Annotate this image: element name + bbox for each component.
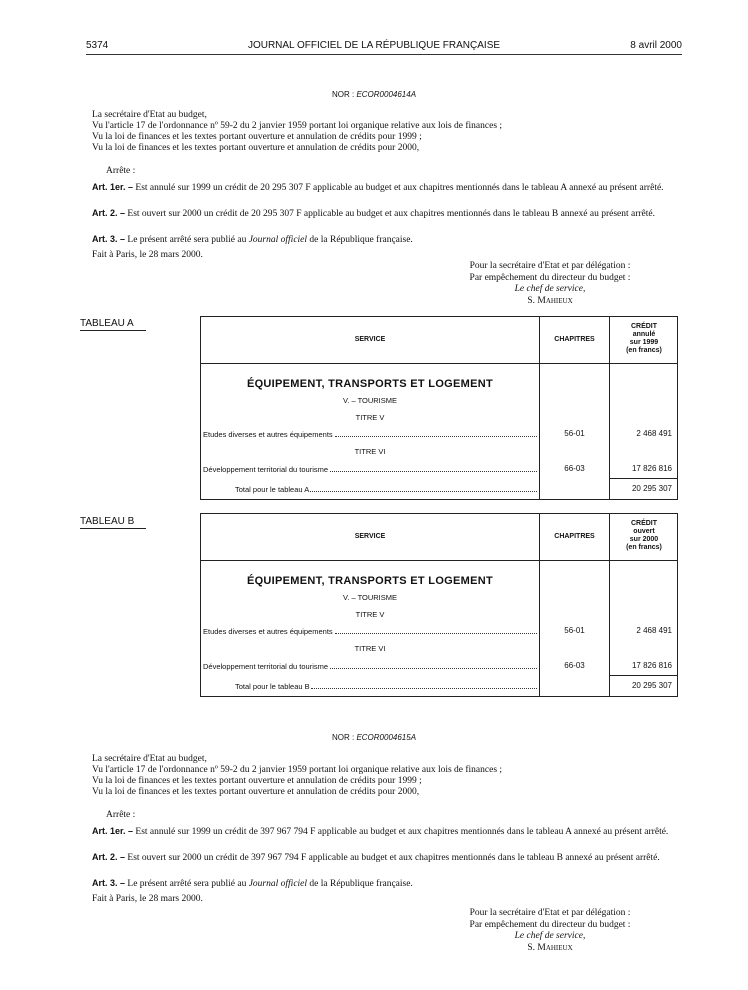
nor-reference: NOR : ECOR0004614A bbox=[331, 90, 417, 99]
table-row-label bbox=[203, 626, 537, 636]
column-header-credit bbox=[610, 520, 678, 552]
article-text: de la République française. bbox=[307, 879, 413, 889]
preamble-line: Vu l'article 17 de l'ordonnance nº 59-2 du 2 janvier 1959 portant loi organique relative aux lois de finances ; bbox=[92, 765, 503, 775]
article-label: Art. 1er. – bbox=[92, 826, 134, 836]
journal-title: JOURNAL OFFICIEL DE LA RÉPUBLIQUE FRANÇAISE bbox=[247, 40, 501, 51]
preamble bbox=[92, 110, 682, 154]
chapter-number: 56-01 bbox=[564, 626, 585, 635]
chapter-number: 66-03 bbox=[564, 661, 585, 670]
table-label: TABLEAU B bbox=[80, 516, 146, 529]
total-amount: 20 295 307 bbox=[631, 681, 672, 690]
article-label: Art. 2. – bbox=[92, 208, 126, 218]
section-heading: V. – TOURISME bbox=[342, 396, 398, 405]
header-line: sur 2000 bbox=[629, 536, 659, 543]
article-label: Art. 2. – bbox=[92, 852, 126, 862]
column-header-service: SERVICE bbox=[354, 533, 386, 540]
column-header-chapitres: CHAPITRES bbox=[554, 336, 595, 343]
signatory-name: S. Mahieux bbox=[527, 942, 573, 953]
preamble-line: Vu la loi de finances et les textes portant ouverture et annulation de crédits pour 2000, bbox=[92, 143, 420, 153]
titre-heading: TITRE V bbox=[355, 413, 385, 422]
total-row-label bbox=[235, 484, 537, 494]
signature-line: Par empêchement du directeur du budget : bbox=[469, 272, 631, 283]
table-label: TABLEAU A bbox=[80, 318, 146, 331]
article-label: Art. 1er. – bbox=[92, 182, 134, 192]
journal-name: Journal officiel bbox=[248, 235, 308, 245]
page-number: 5374 bbox=[86, 40, 109, 51]
article-2 bbox=[92, 852, 680, 864]
credit-table-a bbox=[200, 316, 678, 500]
signature-place-date: Fait à Paris, le 28 mars 2000. bbox=[92, 894, 203, 904]
article-1 bbox=[92, 826, 680, 838]
article-text: Est ouvert sur 2000 un crédit de 20 295 307 F applicable au budget et aux chapitres mentionnés dans le tableau B annexé au présent arrêté. bbox=[127, 209, 656, 219]
article-2 bbox=[92, 208, 680, 220]
signature-line: Pour la secrétaire d'Etat et par délégation : bbox=[469, 908, 631, 918]
preamble-line: Vu l'article 17 de l'ordonnance nº 59-2 du 2 janvier 1959 portant loi organique relative aux lois de finances ; bbox=[92, 121, 503, 131]
total-rule bbox=[609, 675, 677, 676]
column-header-chapitres: CHAPITRES bbox=[554, 533, 595, 540]
header-line: sur 1999 bbox=[629, 339, 659, 346]
header-line: (en francs) bbox=[626, 347, 662, 354]
article-text: Le présent arrêté sera publié au bbox=[127, 235, 249, 245]
leader-dots bbox=[330, 661, 537, 669]
article-label: Art. 3. – bbox=[92, 234, 126, 244]
row-label: Etudes diverses et autres équipements bbox=[203, 430, 333, 439]
titre-heading: TITRE VI bbox=[354, 447, 386, 456]
leader-dots bbox=[335, 626, 537, 634]
credit-table-b bbox=[200, 513, 678, 697]
table-row-label bbox=[203, 429, 537, 439]
ministry-heading: ÉQUIPEMENT, TRANSPORTS ET LOGEMENT bbox=[246, 378, 494, 390]
preamble-line: La secrétaire d'Etat au budget, bbox=[92, 754, 207, 764]
preamble-line: Vu la loi de finances et les textes portant ouverture et annulation de crédits pour 1999 ; bbox=[92, 776, 422, 786]
header-rule bbox=[201, 363, 677, 364]
row-label: Développement territorial du tourisme bbox=[203, 465, 329, 474]
header-line: (en francs) bbox=[626, 544, 662, 551]
header-line: CRÉDIT bbox=[630, 520, 658, 527]
article-text: Est ouvert sur 2000 un crédit de 397 967 794 F applicable au budget et aux chapitres mentionnés dans le tableau B annexé au présent arrêté. bbox=[127, 853, 660, 863]
preamble bbox=[92, 754, 682, 798]
total-row-label bbox=[235, 681, 537, 691]
leader-dots bbox=[310, 484, 537, 492]
row-label: Etudes diverses et autres équipements bbox=[203, 627, 333, 636]
chapter-number: 56-01 bbox=[564, 429, 585, 438]
header-line: CRÉDIT bbox=[630, 323, 658, 330]
article-text: Est annulé sur 1999 un crédit de 397 967 794 F applicable au budget et aux chapitres mentionnés dans le tableau A annexé au présent arrêté. bbox=[135, 827, 669, 837]
article-text: de la République française. bbox=[307, 235, 413, 245]
journal-name: Journal officiel bbox=[248, 879, 308, 889]
article-label: Art. 3. – bbox=[92, 878, 126, 888]
article-3 bbox=[92, 878, 680, 890]
signature-line: Par empêchement du directeur du budget : bbox=[469, 919, 631, 930]
row-label: Total pour le tableau B bbox=[235, 682, 310, 691]
credit-amount: 17 826 816 bbox=[631, 661, 672, 670]
signature-block bbox=[420, 261, 680, 307]
signature-title: Le chef de service, bbox=[514, 931, 586, 941]
article-text: Le présent arrêté sera publié au bbox=[127, 879, 249, 889]
ministry-heading: ÉQUIPEMENT, TRANSPORTS ET LOGEMENT bbox=[246, 575, 494, 587]
header-line: ouvert bbox=[633, 528, 655, 535]
table-row-label bbox=[203, 464, 537, 474]
header-rule bbox=[201, 560, 677, 561]
article-text: Est annulé sur 1999 un crédit de 20 295 307 F applicable au budget et aux chapitres mentionnés dans le tableau A annexé au présent arrêté. bbox=[135, 183, 664, 193]
credit-amount: 2 468 491 bbox=[636, 429, 672, 438]
issue-date: 8 avril 2000 bbox=[630, 40, 682, 51]
signature-title: Le chef de service, bbox=[514, 284, 586, 294]
credit-amount: 2 468 491 bbox=[636, 626, 672, 635]
nor-reference: NOR : ECOR0004615A bbox=[331, 733, 417, 742]
chapter-number: 66-03 bbox=[564, 464, 585, 473]
row-label: Total pour le tableau A bbox=[235, 485, 310, 494]
leader-dots bbox=[311, 681, 537, 689]
row-label: Développement territorial du tourisme bbox=[203, 662, 329, 671]
signature-place-date: Fait à Paris, le 28 mars 2000. bbox=[92, 250, 203, 260]
signature-block bbox=[420, 908, 680, 954]
total-amount: 20 295 307 bbox=[631, 484, 672, 493]
titre-heading: TITRE VI bbox=[354, 644, 386, 653]
table-row-label bbox=[203, 661, 537, 671]
leader-dots bbox=[335, 429, 537, 437]
credit-amount: 17 826 816 bbox=[631, 464, 672, 473]
article-3 bbox=[92, 234, 680, 246]
signature-line: Pour la secrétaire d'Etat et par délégation : bbox=[469, 261, 631, 271]
article-1 bbox=[92, 182, 680, 194]
arrete-heading: Arrête : bbox=[106, 810, 136, 820]
section-heading: V. – TOURISME bbox=[342, 593, 398, 602]
leader-dots bbox=[330, 464, 537, 472]
titre-heading: TITRE V bbox=[355, 610, 385, 619]
arrete-heading: Arrête : bbox=[106, 166, 136, 176]
preamble-line: La secrétaire d'Etat au budget, bbox=[92, 110, 207, 120]
total-rule bbox=[609, 478, 677, 479]
header-line: annulé bbox=[632, 331, 656, 338]
preamble-line: Vu la loi de finances et les textes portant ouverture et annulation de crédits pour 2000, bbox=[92, 787, 420, 797]
header-rule bbox=[86, 54, 682, 55]
signatory-name: S. Mahieux bbox=[527, 295, 573, 306]
preamble-line: Vu la loi de finances et les textes portant ouverture et annulation de crédits pour 1999 ; bbox=[92, 132, 422, 142]
column-header-service: SERVICE bbox=[354, 336, 386, 343]
column-header-credit bbox=[610, 323, 678, 355]
